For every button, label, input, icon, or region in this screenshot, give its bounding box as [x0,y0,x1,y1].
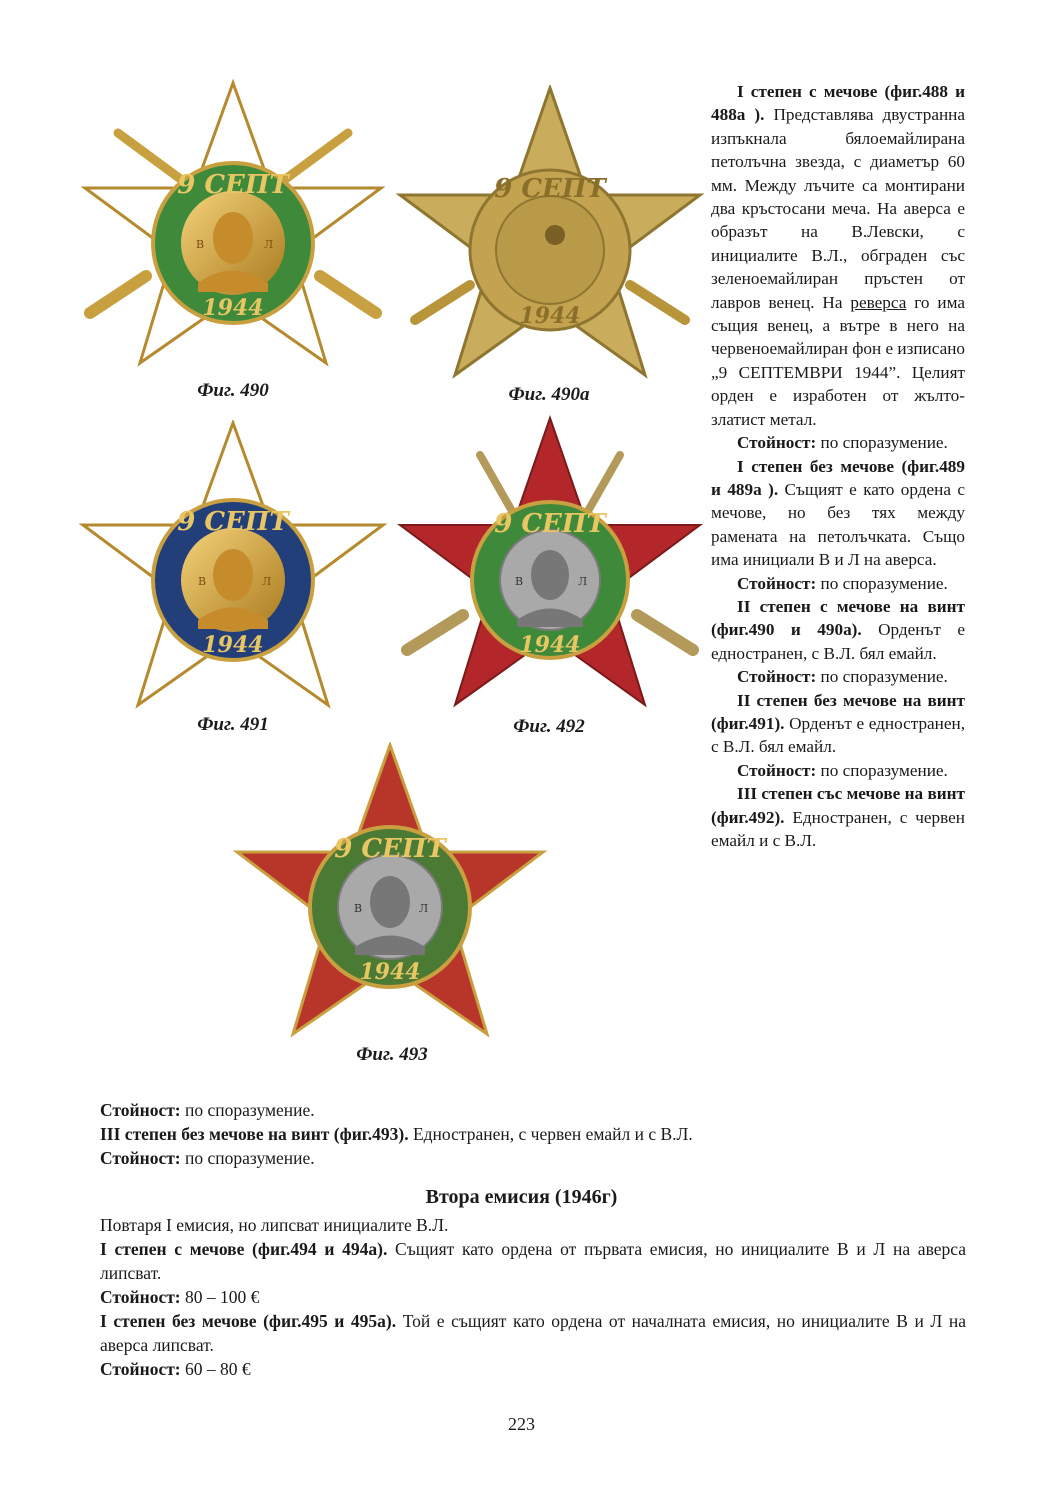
badge-top-text: 9 СЕПТ [177,170,289,200]
figure-490a [395,85,705,385]
badge-top-text: 9 СЕПТ [177,507,289,537]
paragraph: Стойност: 60 – 80 € [100,1359,251,1379]
bottom-text [100,1098,970,1170]
figure-493 [233,742,548,1042]
figure-492 [395,415,705,715]
paragraph: I степен без мечове (фиг.495 и 495а). Той е същият като ордена от началната емисия, но инициалите В и Л на аверса липсват. [100,1311,966,1355]
badge-top-text: 9 СЕПТ [494,174,606,204]
initial-left: В [196,238,205,251]
caption-491: Фиг. 491 [197,714,269,735]
badge-year-text: 1944 [202,632,264,658]
paragraph: Стойност: по споразумение. [100,1148,315,1168]
badge-year-text: 1944 [359,959,421,985]
paragraph: Повтаря I емисия, но липсват инициалите В.Л. [100,1215,449,1235]
figure-490 [78,78,388,378]
paragraph: III степен със мечове на винт (фиг.492). Едностранен, с червен емайл и с В.Л. [711,784,965,850]
paragraph: Стойност: по споразумение. [737,433,948,453]
badge-year-text: 1944 [519,632,581,658]
paragraph: Стойност: 80 – 100 € [100,1287,260,1307]
initial-left: В [198,575,207,588]
paragraph: Стойност: по споразумение. [100,1100,315,1120]
section-body [100,1213,966,1381]
badge-top-text: 9 СЕПТ [334,834,446,864]
paragraph: III степен без мечове на винт (фиг.493). Едностранен, с червен емайл и с В.Л. [100,1124,693,1144]
paragraph: II степен без мечове на винт (фиг.491). Орденът е едностранен, с В.Л. бял емайл. [711,690,965,757]
caption-490: Фиг. 490 [197,380,269,401]
right-column-text [711,80,965,852]
caption-492: Фиг. 492 [513,716,585,737]
paragraph: I степен без мечове (фиг.489 и 489а ). Същият е като ордена с мечове, но без тях между рамената на петолъчката. Също има инициали В и Л на аверса. [711,456,965,570]
page-number: 223 [508,1414,535,1434]
paragraph: II степен с мечове на винт (фиг.490 и 490а). Орденът е едностранен, с В.Л. бял емайл. [711,596,965,663]
initial-right: Л [262,575,272,588]
screw-icon [545,225,565,245]
portrait-icon [531,550,569,600]
portrait-icon [213,549,253,601]
caption-490a: Фиг. 490а [508,384,590,405]
caption-493: Фиг. 493 [356,1044,428,1065]
initial-left: В [354,902,363,915]
section-heading: Втора емисия (1946г) [425,1186,618,1208]
initial-right: Л [419,902,429,915]
initial-right: Л [578,575,588,588]
badge-year-text: 1944 [519,303,581,329]
paragraph: I степен с мечове (фиг.494 и 494а). Същият като ордена от първата емисия, но инициалите В и Л на аверса липсват. [100,1239,966,1283]
paragraph: Стойност: по споразумение. [737,760,948,780]
portrait-icon [370,876,410,928]
badge-year-text: 1944 [202,295,264,321]
paragraph: I степен с мечове (фиг.488 и 488а ). Представлява двустранна изпъкнала бялоемайлирана петолъчна звезда, с диаметър 60 мм. Между лъчите са монтирани два кръстосани меча. На аверса е образът на В.Левски, с инициалите В.Л., обграден със зеленоемайлиран пръстен от лавров венец. На реверса го има същия венец, а вътре в него на червеноемайлиран фон е изписано „9 СЕПТЕМВРИ 1944”. Целият орден е изработен от жълто-златист метал. [711,82,966,429]
portrait-icon [213,212,253,264]
initial-right: Л [264,238,274,251]
initial-left: В [515,575,524,588]
paragraph: Стойност: по споразумение. [737,573,948,593]
badge-top-text: 9 СЕПТ [494,509,606,539]
figure-491 [78,420,388,710]
paragraph: Стойност: по споразумение. [737,667,948,687]
